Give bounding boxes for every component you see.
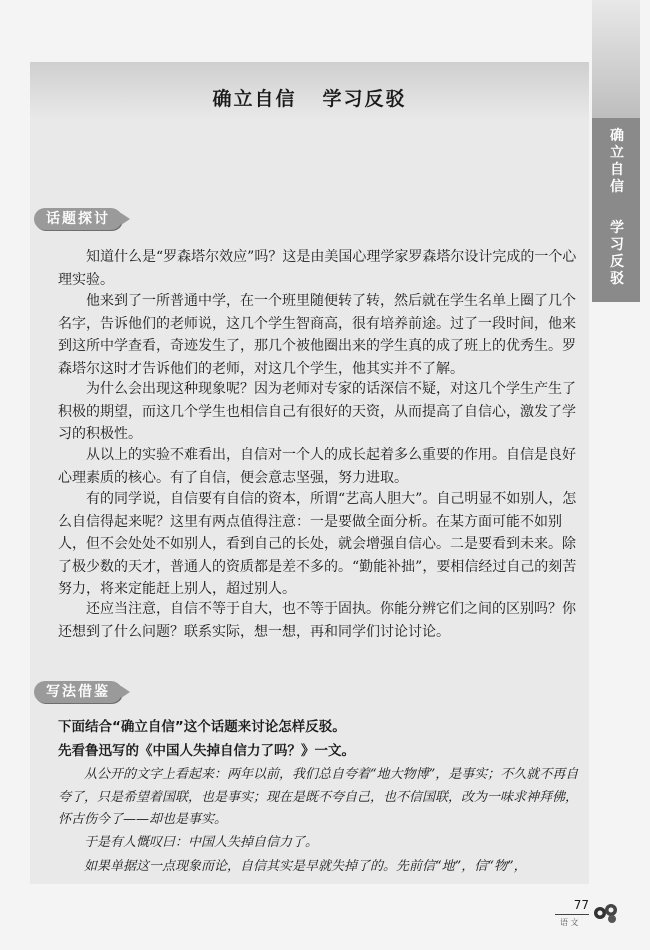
paragraph-4: 从以上的实验不难看出，自信对一个人的成长起着多么重要的作用。自信是良好心理素质的核心。有了自信，便会意志坚强，努力进取。 <box>58 447 576 486</box>
side-tab-text-1: 确立自信 <box>610 128 624 195</box>
page-number-rule <box>555 914 589 915</box>
writing-intro-1: 下面结合“确立自信”这个话题来讨论怎样反驳。 <box>58 719 346 735</box>
footer-ornament-icon <box>592 902 620 924</box>
paragraph-5: 有的同学说，自信要有自信的资本，所谓“艺高人胆大”。自己明显不如别人，怎么自信得起来呢？这里有两点值得注意：一是要做全面分析。在某方面可能不如别人，但不会处处不如别人，看到自己的长处，就会增强自信心。二是要看到未来。除了极少数的天才，普通人的资质都是差不多的。“勤能补拙”，要相信经过自己的刻苦努力，将来定能赶上别人，超过别人。 <box>58 491 577 598</box>
section-tag-writing: 写法借鉴 <box>34 681 122 703</box>
section-tag-topic: 话题探讨 <box>34 208 122 230</box>
page-number: 77 <box>573 898 589 912</box>
paragraph-6: 还应当注意，自信不等于自大，也不等于固执。你能分辨它们之间的区别吗？你还想到了什么问题？联系实际，想一想，再和同学们讨论讨论。 <box>58 601 576 640</box>
paragraph-1: 知道什么是“罗森塔尔效应”吗？这是由美国心理学家罗森塔尔设计完成的一个心理实验。 <box>58 249 577 288</box>
page-title <box>30 84 589 111</box>
paragraph-2: 他来到了一所普通中学，在一个班里随便转了转，然后就在学生名单上圈了几个名字，告诉他们的老师说，这几个学生智商高，很有培养前途。过了一段时间，他来到这所中学查看，奇迹发生了，那几个被他圈出来的学生真的成了班上的优秀生。罗森塔尔这时才告诉他们的老师，对这几个学生，他其实并不了解。 <box>58 293 576 377</box>
quote-paragraph-2: 于是有人慨叹曰：中国人失掉自信力了。 <box>84 835 319 850</box>
footer-label: 语 文 <box>560 918 579 927</box>
title-part-2: 学习反驳 <box>322 88 407 110</box>
paragraph-3: 为什么会出现这种现象呢？因为老师对专家的话深信不疑，对这几个学生产生了积极的期望，而这几个学生也相信自己有很好的天资，从而提高了自信心，激发了学习的积极性。 <box>58 381 576 443</box>
quote-paragraph-1: 从公开的文字上看起来：两年以前，我们总自夸着“地大物博”，是事实；不久就不再自夸了，只是希望着国联，也是事实；现在是既不夸自己，也不信国联，改为一味求神拜佛，怀古伤今了——却也是事实。 <box>58 767 579 828</box>
writing-intro-2: 先看鲁迅写的《中国人失掉自信力了吗？》一文。 <box>58 743 355 759</box>
side-tab-text-2: 学习反驳 <box>610 220 624 287</box>
title-part-1: 确立自信 <box>212 88 297 110</box>
quote-paragraph-3: 如果单据这一点现象而论，自信其实是早就失掉了的。先前信“地”，信“物”， <box>84 859 527 874</box>
side-tab-gradient <box>592 0 640 120</box>
